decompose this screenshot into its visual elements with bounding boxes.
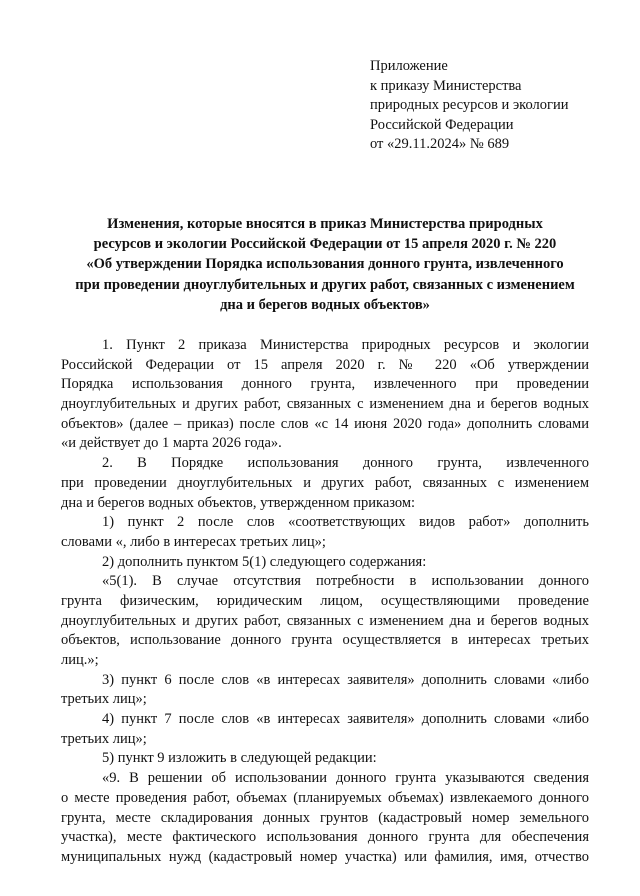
- paragraph: [61, 454, 589, 513]
- paragraph-line: Порядка использования донного грунта, извлеченного при проведении: [61, 376, 589, 393]
- paragraph-line: 4) пункт 7 после слов «в интересах заявителя» дополнить словами «либо: [102, 711, 589, 728]
- paragraph-line: о месте проведения работ, объемах (планируемых объемах) извлекаемого донного: [61, 789, 589, 806]
- paragraph-line: «и действует до 1 марта 2026 года».: [61, 435, 282, 452]
- paragraph-line: при проведении дноуглубительных и других работ, связанных с изменением: [61, 474, 589, 491]
- appendix-line: к приказу Министерства: [370, 77, 522, 94]
- paragraph: [61, 671, 589, 710]
- document-body: [61, 336, 589, 868]
- title-line: Изменения, которые вносятся в приказ Министерства природных: [107, 216, 543, 232]
- paragraph-line: третьих лиц»;: [61, 691, 147, 708]
- paragraph-line: участка), месте фактического использования донного грунта для обеспечения: [61, 829, 589, 846]
- appendix-header: [370, 57, 568, 155]
- paragraph-line: 5) пункт 9 изложить в следующей редакции:: [102, 750, 377, 767]
- paragraph-line: 1. Пункт 2 приказа Министерства природных ресурсов и экологии: [102, 337, 589, 353]
- paragraph-line: третьих лиц»;: [61, 730, 147, 747]
- paragraph-line: дноуглубительных и других работ, связанных с изменением дна и берегов водных: [61, 612, 589, 629]
- paragraph-line: объектов, использование донного грунта осуществляется в интересах третьих: [61, 632, 589, 649]
- paragraph-line: лиц.»;: [61, 652, 99, 668]
- paragraph: [61, 513, 589, 552]
- paragraph: [61, 553, 589, 573]
- appendix-line: Российской Федерации: [370, 116, 514, 133]
- title-line: дна и берегов водных объектов»: [220, 296, 430, 313]
- paragraph: [61, 769, 589, 867]
- paragraph-line: словами «, либо в интересах третьих лиц»;: [61, 533, 326, 550]
- appendix-line: Приложение: [370, 58, 448, 74]
- paragraph-line: «5(1). В случае отсутствия потребности в использовании донного: [102, 573, 589, 590]
- paragraph-line: дна и берегов водных объектов, утвержденном приказом:: [61, 494, 416, 511]
- paragraph-line: 2. В Порядке использования донного грунта, извлеченного: [102, 455, 589, 472]
- paragraph: [61, 572, 589, 670]
- paragraph-line: 3) пункт 6 после слов «в интересах заявителя» дополнить словами «либо: [102, 671, 589, 688]
- paragraph: [61, 710, 589, 749]
- title-line: при проведении дноуглубительных и других работ, связанных с изменением: [75, 276, 575, 293]
- paragraph: [61, 336, 589, 454]
- paragraph-line: Российской Федерации от 15 апреля 2020 г. № 220 «Об утверждении: [61, 356, 589, 373]
- paragraph-line: 1) пункт 2 после слов «соответствующих видов работ» дополнить: [102, 514, 589, 531]
- paragraph-line: «9. В решении об использовании донного грунта указываются сведения: [102, 770, 589, 787]
- paragraph-line: дноуглубительных и других работ, связанных с изменением дна и берегов водных: [61, 396, 589, 413]
- paragraph-line: объектов» (далее – приказ) после слов «с 14 июня 2020 года» дополнить словами: [61, 415, 589, 432]
- paragraph-line: грунта физическим, юридическим лицом, осуществляющими проведение: [61, 592, 589, 609]
- document-title: [60, 214, 590, 315]
- paragraph-line: 2) дополнить пунктом 5(1) следующего содержания:: [102, 553, 427, 570]
- appendix-line: природных ресурсов и экологии: [370, 97, 569, 114]
- paragraph: [61, 749, 589, 769]
- paragraph-line: муниципальных нужд (кадастровый номер участка) или фамилия, имя, отчество: [61, 848, 589, 865]
- paragraph-line: грунта, месте складирования донных грунтов (кадастровый номер земельного: [61, 809, 589, 826]
- appendix-line: от «29.11.2024» № 689: [370, 136, 510, 153]
- title-line: ресурсов и экологии Российской Федерации от 15 апреля 2020 г. № 220: [93, 236, 557, 253]
- title-line: «Об утверждении Порядка использования донного грунта, извлеченного: [86, 256, 564, 273]
